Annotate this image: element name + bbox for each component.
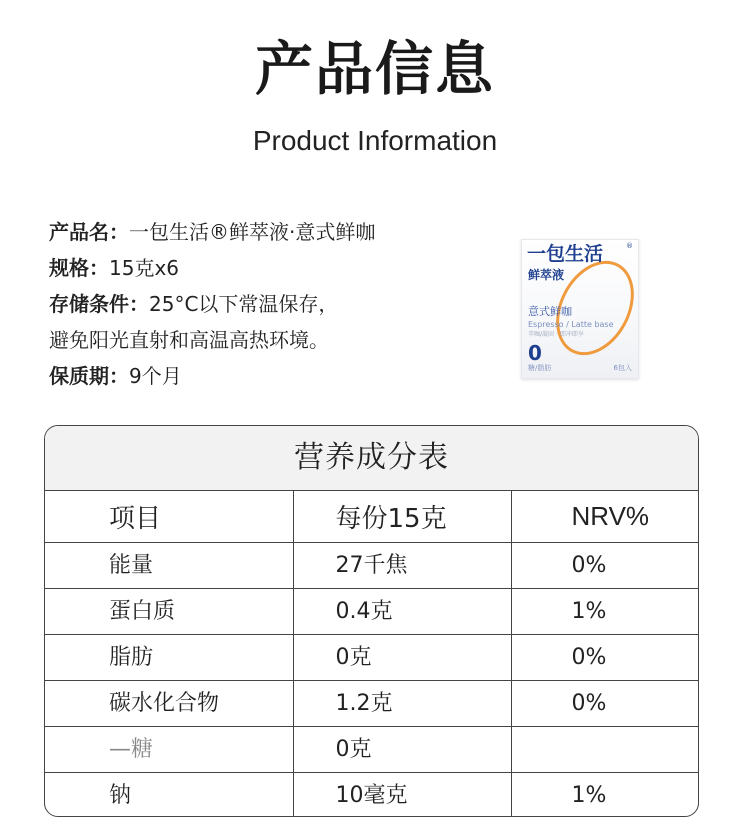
storage-value-2: 避免阳光直射和高温高热环境。 xyxy=(49,328,329,352)
spec-line xyxy=(49,250,489,286)
table-row xyxy=(45,681,698,727)
package-registered-mark: ® xyxy=(626,242,633,250)
storage-line-2 xyxy=(49,322,489,358)
spec-value: 15克x6 xyxy=(109,256,180,280)
product-name-value: 一包生活®鲜萃液·意式鲜咖 xyxy=(129,220,376,244)
nutrient-amount: 0克 xyxy=(293,635,511,681)
nutrient-nrv: 0% xyxy=(511,635,698,681)
nutrient-name: 脂肪 xyxy=(45,635,293,681)
shelf-life-value: 9个月 xyxy=(129,364,182,388)
package-tagline: 萃咖/凝固 · 即冲即享 xyxy=(528,331,584,338)
column-header-per-serving: 每份15克 xyxy=(293,491,511,543)
nutrient-nrv: 1% xyxy=(571,783,607,808)
shelf-life-label: 保质期： xyxy=(49,364,129,388)
nutrition-table xyxy=(44,425,699,817)
table-header-row xyxy=(45,491,698,543)
nutrition-grid xyxy=(45,491,698,817)
product-name-label: 产品名： xyxy=(49,220,129,244)
table-row xyxy=(45,727,698,773)
nutrient-nrv: 1% xyxy=(511,589,698,635)
column-header-nrv: NRV% xyxy=(511,491,698,543)
package-subtitle: 鲜萃液 xyxy=(528,268,565,282)
nutrient-amount: 0克 xyxy=(293,727,511,773)
nutrition-table-title: 营养成分表 xyxy=(45,426,698,491)
nutrient-nrv: 0% xyxy=(511,543,698,589)
storage-line xyxy=(49,286,489,322)
table-row xyxy=(45,635,698,681)
nutrient-amount: 1.2克 xyxy=(293,681,511,727)
shelf-life-line xyxy=(49,358,489,394)
product-details xyxy=(49,214,489,394)
spec-label: 规格： xyxy=(49,256,109,280)
column-header-item: 项目 xyxy=(45,491,293,543)
table-row xyxy=(45,773,698,818)
nutrient-nrv: 0% xyxy=(511,681,698,727)
product-package-image xyxy=(521,239,639,379)
nutrient-name: 碳水化合物 xyxy=(45,681,293,727)
nutrient-amount: 10毫克 xyxy=(293,773,511,818)
nutrient-amount: 0.4克 xyxy=(293,589,511,635)
package-zero-label: 糖/脂肪 xyxy=(528,364,552,372)
nutrient-name: 能量 xyxy=(45,543,293,589)
table-row xyxy=(45,543,698,589)
storage-value: 25°C以下常温保存， xyxy=(149,292,339,316)
package-count: 6包入 xyxy=(613,364,632,372)
nutrient-name: —糖 xyxy=(45,727,293,773)
page-subtitle: Product Information xyxy=(252,125,498,156)
package-zero-mark: 0 xyxy=(528,341,542,365)
product-name-line xyxy=(49,214,489,250)
storage-label: 存储条件： xyxy=(49,292,149,316)
table-row xyxy=(45,589,698,635)
page-title: 产品信息 xyxy=(254,35,495,103)
package-brand: 一包生活 xyxy=(527,243,604,265)
nutrient-nrv xyxy=(511,727,698,773)
nutrient-name: 钠 xyxy=(45,773,293,818)
package-flavor-en: Espresso / Latte base xyxy=(528,320,614,329)
nutrient-name: 蛋白质 xyxy=(45,589,293,635)
nutrient-amount: 27千焦 xyxy=(293,543,511,589)
package-flavor: 意式鲜咖 xyxy=(528,305,572,318)
